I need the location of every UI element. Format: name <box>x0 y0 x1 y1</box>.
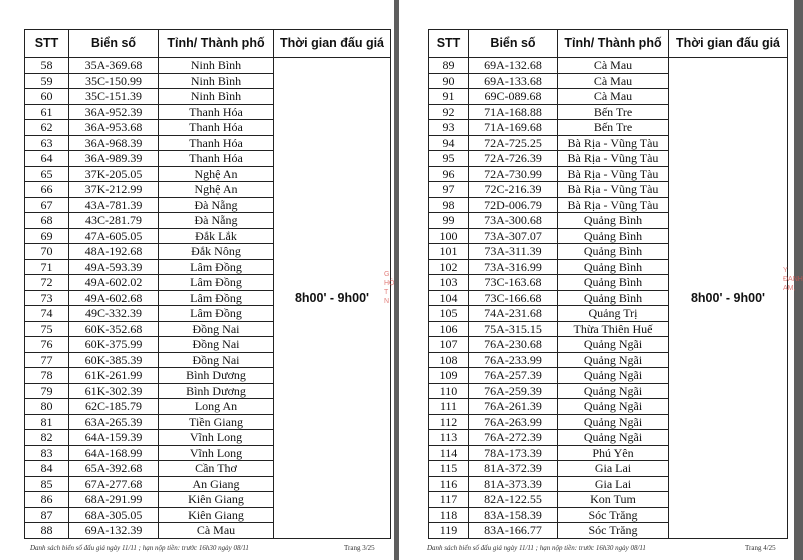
cell-plate: 71A-169.68 <box>469 120 558 136</box>
cell-plate: 36A-968.39 <box>69 135 159 151</box>
header-time: Thời gian đấu giá <box>274 30 391 58</box>
cell-province: Đà Nẵng <box>159 213 274 229</box>
cell-province: Kiên Giang <box>159 507 274 523</box>
cell-plate: 49A-602.02 <box>69 275 159 291</box>
header-province: Tỉnh/ Thành phố <box>159 30 274 58</box>
cell-province: Quảng Ngãi <box>558 414 669 430</box>
cell-plate: 73A-316.99 <box>469 259 558 275</box>
table-row <box>25 58 391 74</box>
cell-province: Gia Lai <box>558 476 669 492</box>
cell-plate: 35C-151.39 <box>69 89 159 105</box>
cell-stt: 83 <box>25 445 69 461</box>
cell-stt: 95 <box>429 151 469 167</box>
cell-plate: 73A-311.39 <box>469 244 558 260</box>
cell-plate: 69A-132.39 <box>69 523 159 539</box>
cell-stt: 71 <box>25 259 69 275</box>
cell-province: Tiền Giang <box>159 414 274 430</box>
cell-province: Quảng Ngãi <box>558 352 669 368</box>
cell-plate: 73A-300.68 <box>469 213 558 229</box>
cell-plate: 72A-730.99 <box>469 166 558 182</box>
cell-stt: 112 <box>429 414 469 430</box>
cell-stt: 107 <box>429 337 469 353</box>
cell-stt: 63 <box>25 135 69 151</box>
cell-stt: 115 <box>429 461 469 477</box>
cell-plate: 76A-233.99 <box>469 352 558 368</box>
cell-plate: 36A-953.68 <box>69 120 159 136</box>
cell-stt: 60 <box>25 89 69 105</box>
cell-stt: 59 <box>25 73 69 89</box>
cell-stt: 103 <box>429 275 469 291</box>
cell-stt: 97 <box>429 182 469 198</box>
cell-plate: 37K-212.99 <box>69 182 159 198</box>
cell-stt: 98 <box>429 197 469 213</box>
cell-stt: 91 <box>429 89 469 105</box>
cell-plate: 73A-307.07 <box>469 228 558 244</box>
cell-province: Bà Rịa - Vũng Tàu <box>558 197 669 213</box>
cell-stt: 74 <box>25 306 69 322</box>
cell-stt: 84 <box>25 461 69 477</box>
cell-province: Đà Nẵng <box>159 197 274 213</box>
cell-province: Quảng Ngãi <box>558 430 669 446</box>
cell-province: Cần Thơ <box>159 461 274 477</box>
cell-stt: 87 <box>25 507 69 523</box>
cell-province: Bình Dương <box>159 368 274 384</box>
cell-stt: 92 <box>429 104 469 120</box>
cell-time-slot: 8h00' - 9h00' <box>669 58 788 539</box>
cell-province: Thừa Thiên Huế <box>558 321 669 337</box>
footer-note: Danh sách biển số đấu giá ngày 11/11 ; hạn nộp tiền: trước 16h30 ngày 08/11 <box>30 544 249 552</box>
cell-plate: 60K-375.99 <box>69 337 159 353</box>
header-province: Tỉnh/ Thành phố <box>558 30 669 58</box>
auction-table-left <box>24 29 391 539</box>
cell-plate: 49C-332.39 <box>69 306 159 322</box>
header-plate: Biển số <box>69 30 159 58</box>
cell-province: Bình Dương <box>159 383 274 399</box>
cell-stt: 100 <box>429 228 469 244</box>
cell-province: Ninh Bình <box>159 89 274 105</box>
header-plate: Biển số <box>469 30 558 58</box>
cell-stt: 69 <box>25 228 69 244</box>
cell-plate: 75A-315.15 <box>469 321 558 337</box>
cell-plate: 49A-593.39 <box>69 259 159 275</box>
cell-plate: 47A-605.05 <box>69 228 159 244</box>
cell-province: Lâm Đồng <box>159 290 274 306</box>
stamp-fragment-right: Y ĐANH AM, <box>783 267 803 292</box>
cell-stt: 116 <box>429 476 469 492</box>
cell-plate: 71A-168.88 <box>469 104 558 120</box>
cell-province: Cà Mau <box>558 89 669 105</box>
cell-stt: 99 <box>429 213 469 229</box>
cell-plate: 73C-166.68 <box>469 290 558 306</box>
cell-stt: 94 <box>429 135 469 151</box>
cell-province: Quảng Trị <box>558 306 669 322</box>
cell-province: Thanh Hóa <box>159 135 274 151</box>
cell-province: Ninh Bình <box>159 58 274 74</box>
cell-province: Cà Mau <box>159 523 274 539</box>
cell-plate: 48A-192.68 <box>69 244 159 260</box>
cell-province: Thanh Hóa <box>159 120 274 136</box>
cell-province: Vĩnh Long <box>159 445 274 461</box>
cell-province: Quảng Bình <box>558 244 669 260</box>
cell-province: Cà Mau <box>558 58 669 74</box>
cell-province: Lâm Đồng <box>159 275 274 291</box>
cell-province: Bà Rịa - Vũng Tàu <box>558 135 669 151</box>
cell-province: Đồng Nai <box>159 337 274 353</box>
cell-province: Quảng Ngãi <box>558 337 669 353</box>
cell-plate: 68A-305.05 <box>69 507 159 523</box>
cell-plate: 35A-369.68 <box>69 58 159 74</box>
cell-province: Ninh Bình <box>159 73 274 89</box>
header-time: Thời gian đấu giá <box>669 30 788 58</box>
cell-stt: 81 <box>25 414 69 430</box>
cell-stt: 89 <box>429 58 469 74</box>
cell-province: Đắk Lắk <box>159 228 274 244</box>
cell-stt: 64 <box>25 151 69 167</box>
cell-province: Bến Tre <box>558 120 669 136</box>
cell-stt: 62 <box>25 120 69 136</box>
cell-plate: 76A-261.39 <box>469 399 558 415</box>
cell-stt: 65 <box>25 166 69 182</box>
cell-province: Quảng Bình <box>558 275 669 291</box>
cell-plate: 62C-185.79 <box>69 399 159 415</box>
cell-stt: 114 <box>429 445 469 461</box>
cell-province: Phú Yên <box>558 445 669 461</box>
header-stt: STT <box>429 30 469 58</box>
stamp-fragment-left: G HỘ T N <box>384 271 395 305</box>
cell-plate: 73C-163.68 <box>469 275 558 291</box>
cell-stt: 75 <box>25 321 69 337</box>
cell-plate: 72D-006.79 <box>469 197 558 213</box>
cell-plate: 68A-291.99 <box>69 492 159 508</box>
cell-province: Kon Tum <box>558 492 669 508</box>
cell-province: Thanh Hóa <box>159 151 274 167</box>
cell-plate: 72A-726.39 <box>469 151 558 167</box>
cell-stt: 118 <box>429 507 469 523</box>
cell-province: Bến Tre <box>558 104 669 120</box>
cell-plate: 61K-302.39 <box>69 383 159 399</box>
cell-stt: 111 <box>429 399 469 415</box>
cell-stt: 80 <box>25 399 69 415</box>
cell-plate: 49A-602.68 <box>69 290 159 306</box>
cell-stt: 58 <box>25 58 69 74</box>
cell-stt: 61 <box>25 104 69 120</box>
cell-plate: 69C-089.68 <box>469 89 558 105</box>
cell-province: Bà Rịa - Vũng Tàu <box>558 182 669 198</box>
cell-plate: 36A-952.39 <box>69 104 159 120</box>
cell-province: An Giang <box>159 476 274 492</box>
cell-stt: 96 <box>429 166 469 182</box>
cell-plate: 76A-257.39 <box>469 368 558 384</box>
cell-plate: 74A-231.68 <box>469 306 558 322</box>
cell-stt: 108 <box>429 352 469 368</box>
cell-stt: 70 <box>25 244 69 260</box>
table-row <box>429 58 788 74</box>
cell-plate: 76A-272.39 <box>469 430 558 446</box>
cell-plate: 76A-259.39 <box>469 383 558 399</box>
cell-plate: 67A-277.68 <box>69 476 159 492</box>
cell-stt: 77 <box>25 352 69 368</box>
cell-province: Quảng Bình <box>558 228 669 244</box>
cell-plate: 78A-173.39 <box>469 445 558 461</box>
cell-province: Sóc Trăng <box>558 523 669 539</box>
page-number: Trang 4/25 <box>745 544 776 552</box>
cell-province: Quảng Ngãi <box>558 399 669 415</box>
cell-time-slot: 8h00' - 9h00' <box>274 58 391 539</box>
cell-plate: 43A-781.39 <box>69 197 159 213</box>
cell-province: Lâm Đồng <box>159 306 274 322</box>
cell-plate: 72A-725.25 <box>469 135 558 151</box>
document-page-right <box>399 0 803 560</box>
cell-stt: 119 <box>429 523 469 539</box>
cell-province: Cà Mau <box>558 73 669 89</box>
cell-stt: 86 <box>25 492 69 508</box>
cell-province: Quảng Ngãi <box>558 383 669 399</box>
cell-province: Long An <box>159 399 274 415</box>
cell-province: Quảng Bình <box>558 290 669 306</box>
cell-plate: 65A-392.68 <box>69 461 159 477</box>
cell-stt: 101 <box>429 244 469 260</box>
cell-stt: 90 <box>429 73 469 89</box>
cell-province: Quảng Bình <box>558 259 669 275</box>
cell-province: Quảng Ngãi <box>558 368 669 384</box>
cell-province: Lâm Đồng <box>159 259 274 275</box>
cell-plate: 76A-263.99 <box>469 414 558 430</box>
document-page-left <box>0 0 394 560</box>
cell-stt: 106 <box>429 321 469 337</box>
cell-stt: 68 <box>25 213 69 229</box>
cell-plate: 63A-265.39 <box>69 414 159 430</box>
cell-plate: 76A-230.68 <box>469 337 558 353</box>
cell-plate: 82A-122.55 <box>469 492 558 508</box>
cell-stt: 66 <box>25 182 69 198</box>
table-header-row <box>25 30 391 58</box>
cell-stt: 85 <box>25 476 69 492</box>
cell-stt: 88 <box>25 523 69 539</box>
cell-plate: 69A-132.68 <box>469 58 558 74</box>
cell-plate: 37K-205.05 <box>69 166 159 182</box>
cell-province: Vĩnh Long <box>159 430 274 446</box>
cell-province: Bà Rịa - Vũng Tàu <box>558 151 669 167</box>
cell-plate: 81A-373.39 <box>469 476 558 492</box>
cell-plate: 60K-352.68 <box>69 321 159 337</box>
cell-plate: 64A-168.99 <box>69 445 159 461</box>
cell-stt: 79 <box>25 383 69 399</box>
cell-stt: 109 <box>429 368 469 384</box>
cell-plate: 83A-166.77 <box>469 523 558 539</box>
cell-stt: 104 <box>429 290 469 306</box>
cell-plate: 35C-150.99 <box>69 73 159 89</box>
cell-plate: 43C-281.79 <box>69 213 159 229</box>
cell-stt: 117 <box>429 492 469 508</box>
cell-province: Kiên Giang <box>159 492 274 508</box>
cell-province: Bà Rịa - Vũng Tàu <box>558 166 669 182</box>
cell-stt: 67 <box>25 197 69 213</box>
cell-plate: 83A-158.39 <box>469 507 558 523</box>
cell-province: Thanh Hóa <box>159 104 274 120</box>
cell-stt: 110 <box>429 383 469 399</box>
cell-plate: 36A-989.39 <box>69 151 159 167</box>
cell-plate: 60K-385.39 <box>69 352 159 368</box>
cell-province: Đồng Nai <box>159 352 274 368</box>
cell-stt: 72 <box>25 275 69 291</box>
cell-province: Gia Lai <box>558 461 669 477</box>
cell-plate: 64A-159.39 <box>69 430 159 446</box>
cell-province: Sóc Trăng <box>558 507 669 523</box>
cell-stt: 82 <box>25 430 69 446</box>
cell-stt: 113 <box>429 430 469 446</box>
header-stt: STT <box>25 30 69 58</box>
cell-stt: 93 <box>429 120 469 136</box>
cell-province: Nghệ An <box>159 182 274 198</box>
cell-province: Quảng Bình <box>558 213 669 229</box>
auction-table-right <box>428 29 788 539</box>
cell-stt: 76 <box>25 337 69 353</box>
cell-stt: 102 <box>429 259 469 275</box>
cell-plate: 61K-261.99 <box>69 368 159 384</box>
cell-province: Đồng Nai <box>159 321 274 337</box>
cell-plate: 72C-216.39 <box>469 182 558 198</box>
cell-plate: 81A-372.39 <box>469 461 558 477</box>
cell-stt: 105 <box>429 306 469 322</box>
cell-plate: 69A-133.68 <box>469 73 558 89</box>
cell-stt: 78 <box>25 368 69 384</box>
cell-stt: 73 <box>25 290 69 306</box>
table-header-row <box>429 30 788 58</box>
cell-province: Đắk Nông <box>159 244 274 260</box>
page-number: Trang 3/25 <box>344 544 375 552</box>
footer-note: Danh sách biển số đấu giá ngày 11/11 ; hạn nộp tiền: trước 16h30 ngày 08/11 <box>427 544 646 552</box>
cell-province: Nghệ An <box>159 166 274 182</box>
